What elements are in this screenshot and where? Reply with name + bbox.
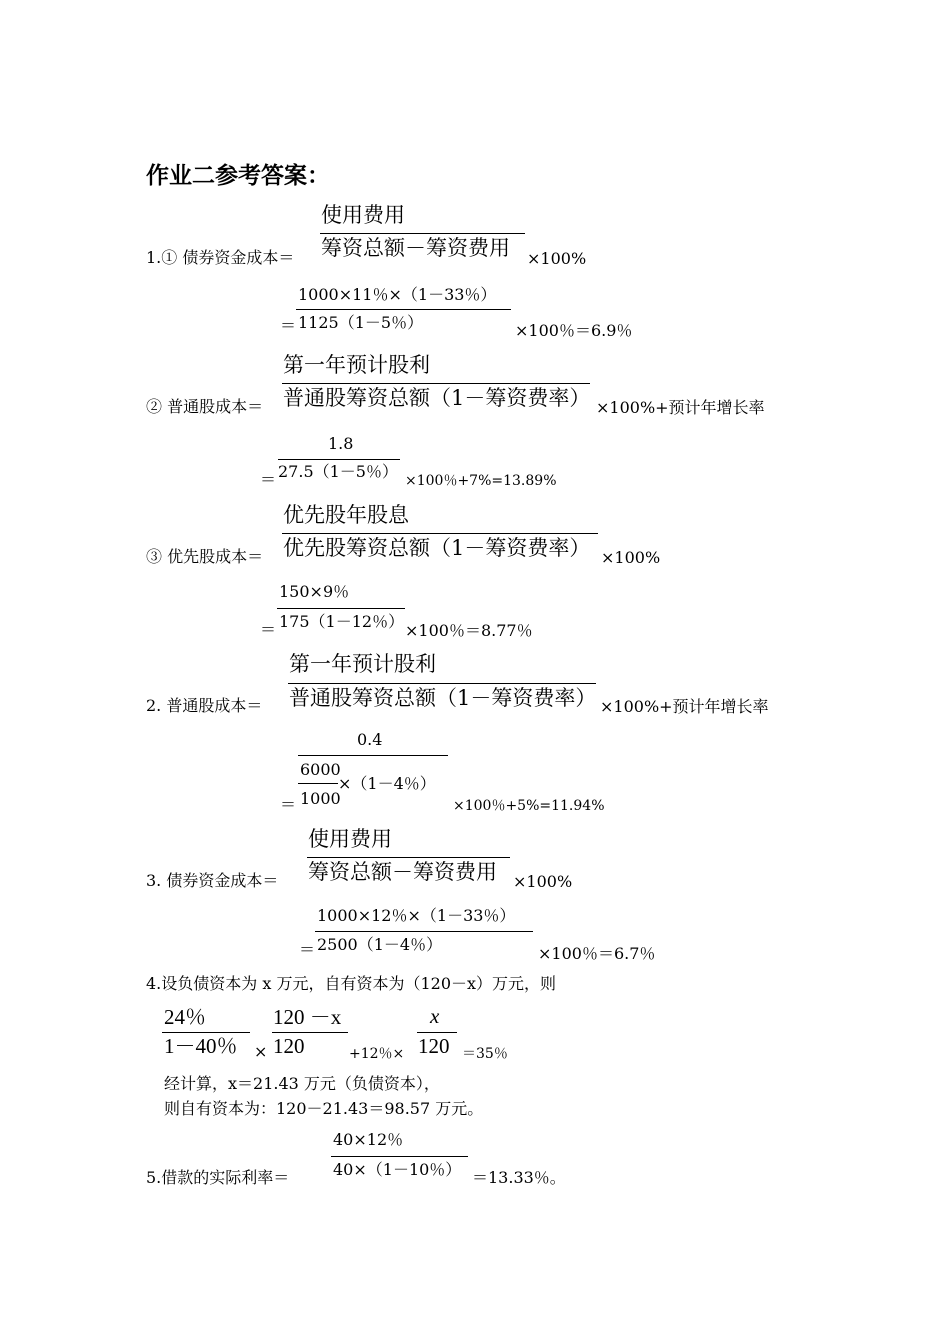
fraction-bar	[278, 459, 400, 460]
calc-result: ×100％+5%=11.94%	[453, 798, 605, 814]
q4-intro: 4.设负债资本为 x 万元，自有资本为（120－x）万元，则	[146, 974, 557, 993]
formula-denominator: 筹资总额－筹资费用	[321, 236, 510, 260]
calc-result: ×100％＝6.7％	[538, 944, 656, 963]
equation-result: ＝35％	[462, 1046, 508, 1062]
formula-tail: ×100%	[513, 872, 573, 891]
q1-item1-label: 1.① 债券资金成本＝	[146, 248, 295, 267]
q1-item3-label: ③ 优先股成本＝	[146, 547, 264, 566]
page-title: 作业二参考答案：	[146, 163, 330, 189]
formula-numerator: 使用费用	[321, 203, 405, 227]
formula-denominator: 筹资总额－筹资费用	[308, 860, 497, 884]
fraction-bar	[282, 383, 590, 384]
q5-label: 5.借款的实际利率＝	[146, 1168, 290, 1187]
q4-solution-line: 经计算，x＝21.43 万元（负债资本），	[164, 1074, 440, 1093]
formula-tail: ×100%	[601, 548, 661, 567]
calc-equals: ＝	[280, 316, 297, 335]
calc-numerator: 1.8	[328, 434, 354, 453]
f3-denominator: 120	[418, 1034, 450, 1058]
fraction-bar	[277, 608, 405, 609]
q1-item2-label: ② 普通股成本＝	[146, 397, 264, 416]
q3-label: 3. 债券资金成本＝	[146, 871, 279, 890]
calc-denominator: 1125（1－5％）	[298, 313, 424, 332]
fraction-bar	[320, 233, 525, 234]
calc-equals: ＝	[260, 620, 277, 639]
calc-result: ×100％＝8.77％	[405, 621, 533, 640]
inner-fraction-bar	[298, 783, 338, 784]
formula-tail: ×100%+预计年增长率	[596, 398, 765, 417]
formula-denominator: 普通股筹资总额（1－筹资费率）	[289, 686, 597, 710]
q2-label: 2. 普通股成本＝	[146, 696, 263, 715]
fraction-bar	[288, 683, 596, 684]
formula-numerator: 使用费用	[308, 827, 392, 851]
f1-denominator: 1－40％	[164, 1034, 238, 1058]
calc-equals: ＝	[299, 940, 316, 959]
formula-numerator: 优先股年股息	[283, 503, 409, 527]
fraction-bar	[315, 931, 533, 932]
calc-result: ×100％+7%=13.89%	[405, 473, 557, 489]
calc-result: ×100％＝6.9％	[515, 321, 633, 340]
q5-result: ＝13.33％。	[472, 1168, 566, 1187]
formula-numerator: 第一年预计股利	[289, 652, 436, 676]
fraction-bar	[272, 1032, 348, 1033]
calc-denominator: 175（1－12％）	[279, 612, 405, 631]
calc-denominator-rest: ×（1－4％）	[338, 774, 436, 793]
calc-equals: ＝	[260, 470, 277, 489]
calc-denominator: 27.5（1－5％）	[278, 462, 398, 481]
formula-tail: ×100%	[527, 249, 587, 268]
formula-numerator: 第一年预计股利	[283, 353, 430, 377]
calc-numerator: 150×9％	[279, 582, 350, 601]
fraction-bar	[331, 1156, 468, 1157]
calc-inner-denominator: 1000	[300, 789, 341, 808]
f3-numerator: x	[430, 1004, 440, 1028]
fraction-bar	[298, 755, 448, 756]
times-sign: ×	[254, 1042, 268, 1061]
formula-denominator: 普通股筹资总额（1－筹资费率）	[283, 386, 591, 410]
calc-equals: ＝	[280, 795, 297, 814]
fraction-bar	[417, 1032, 457, 1033]
formula-tail: ×100%+预计年增长率	[600, 697, 769, 716]
middle-term: +12％×	[349, 1046, 405, 1062]
calc-denominator: 2500（1－4％）	[317, 935, 443, 954]
q5-numerator: 40×12％	[333, 1130, 404, 1149]
f1-numerator: 24％	[164, 1005, 206, 1029]
f2-denominator: 120	[273, 1034, 305, 1058]
f2-numerator: 120 －x	[273, 1005, 342, 1029]
q5-denominator: 40×（1－10％）	[333, 1160, 462, 1179]
calc-numerator: 0.4	[357, 730, 383, 749]
fraction-bar	[296, 309, 511, 310]
calc-numerator: 1000×11％×（1－33％）	[298, 285, 497, 304]
formula-denominator: 优先股筹资总额（1－筹资费率）	[283, 536, 591, 560]
fraction-bar	[307, 857, 510, 858]
calc-numerator: 1000×12％×（1－33％）	[317, 906, 516, 925]
fraction-bar	[282, 533, 598, 534]
calc-inner-numerator: 6000	[300, 760, 341, 779]
q4-equity-line: 则自有资本为：120－21.43＝98.57 万元。	[164, 1099, 484, 1118]
fraction-bar	[162, 1032, 250, 1033]
